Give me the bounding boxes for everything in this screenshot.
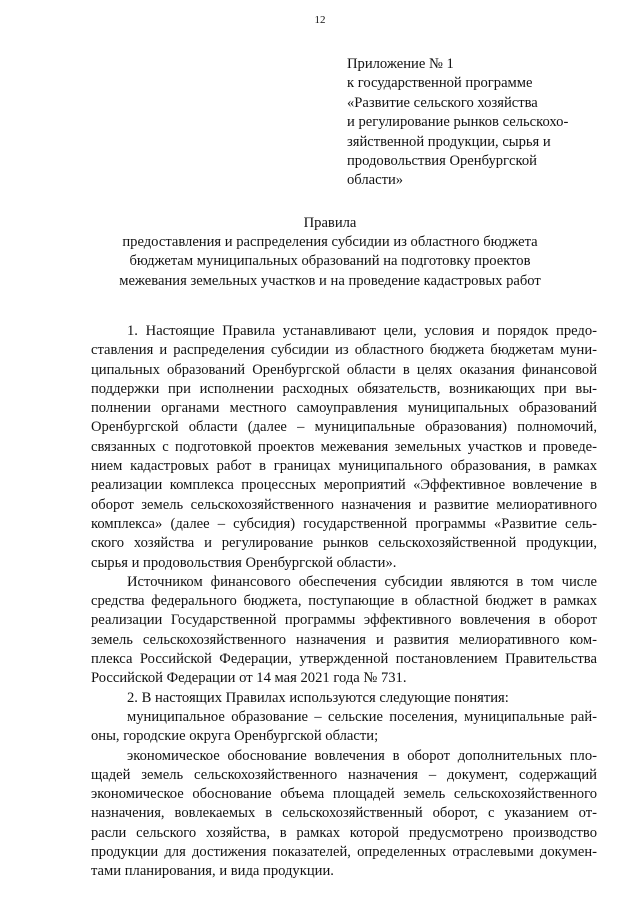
paragraph-2 <box>91 573 597 689</box>
text-line: Российской Федерации от 14 мая 2021 года № 731. <box>91 670 407 687</box>
appendix-line: зяйственной продукции, сырья и <box>347 133 551 150</box>
document-body <box>91 322 597 882</box>
paragraph-4 <box>91 708 597 747</box>
text-line: 2. В настоящих Правилах используются следующие понятия: <box>127 689 509 706</box>
text-line: ставления и распределения субсидии из областного бюджета бюджетам муни- <box>91 342 597 359</box>
appendix-line: и регулирование рынков сельскохо- <box>347 114 569 131</box>
page-number: 12 <box>314 14 326 26</box>
text-line: экономическое обоснование вовлечения в оборот дополнительных пло- <box>127 747 597 764</box>
paragraph-3 <box>91 689 597 708</box>
document-title <box>100 214 560 291</box>
appendix-line: «Развитие сельского хозяйства <box>347 94 538 111</box>
text-line: 1. Настоящие Правила устанавливают цели, условия и порядок предо- <box>127 323 597 339</box>
text-line: полнении органами местного самоуправления муниципальных образований <box>91 400 597 417</box>
text-line: экономическое обоснование объема площадей земель сельскохозяйственного <box>91 786 597 803</box>
text-line: ципальных образований Оренбургской области в целях оказания финансовой <box>91 361 597 378</box>
text-line: поддержки при исполнении расходных обязательств, возникающих при вы- <box>91 380 597 397</box>
text-line: оны, городские округа Оренбургской области; <box>91 728 379 745</box>
text-line: щадей земель сельскохозяйственного назначения – документ, содержащий <box>91 766 597 783</box>
text-line: средства федерального бюджета, поступающие в областной бюджет в рамках <box>91 593 597 610</box>
text-line: земель сельскохозяйственного назначения и развития мелиоративного ком- <box>91 631 597 648</box>
text-line: Оренбургской области (далее – муниципальные образования) полномочий, <box>91 419 597 436</box>
text-line: Источником финансового обеспечения субсидии являются в том числе <box>127 573 597 590</box>
text-line: сырья и продовольствия Оренбургской области». <box>91 554 397 571</box>
paragraph-5 <box>91 747 597 882</box>
appendix-note <box>347 55 607 191</box>
text-line: реализации Государственной программы эффективного вовлечения в оборот <box>91 612 597 629</box>
text-line: расли сельского хозяйства, в рамках которой предусмотрено производство <box>91 824 597 841</box>
title-heading: Правила <box>303 215 357 231</box>
text-line: плекса Российской Федерации, утвержденной постановлением Правительства <box>91 651 597 668</box>
appendix-line: области» <box>347 172 404 189</box>
text-line: ского хозяйства и регулирование рынков сельскохозяйственной продукции, <box>91 535 597 552</box>
text-line: нием кадастровых работ в границах муниципального образования, в рамках <box>91 458 597 475</box>
appendix-line: Приложение № 1 <box>347 56 454 72</box>
title-line: межевания земельных участков и на проведение кадастровых работ <box>119 272 541 289</box>
text-line: связанных с подготовкой проектов межевания земельных участков и проведе- <box>91 438 597 455</box>
paragraph-1 <box>91 322 597 573</box>
text-line: комплекса» (далее – субсидия) государственной программы «Развитие сель- <box>91 515 597 532</box>
text-line: оборот земель сельскохозяйственного назначения и развитие мелиоративного <box>91 496 597 513</box>
text-line: реализации комплекса процессных мероприятий «Эффективное вовлечение в <box>91 477 597 494</box>
appendix-line: к государственной программе <box>347 75 533 92</box>
appendix-line: продовольствия Оренбургской <box>347 153 537 170</box>
text-line: муниципальное образование – сельские поселения, муниципальные рай- <box>127 708 597 725</box>
text-line: продукции для достижения показателей, определенных отраслевыми докумен- <box>91 844 597 861</box>
text-line: тами планирования, и вида продукции. <box>91 863 334 880</box>
text-line: назначения, вовлекаемых в сельскохозяйственный оборот, с указанием от- <box>91 805 597 822</box>
title-line: предоставления и распределения субсидии из областного бюджета <box>122 234 538 251</box>
title-line: бюджетам муниципальных образований на подготовку проектов <box>129 253 531 270</box>
